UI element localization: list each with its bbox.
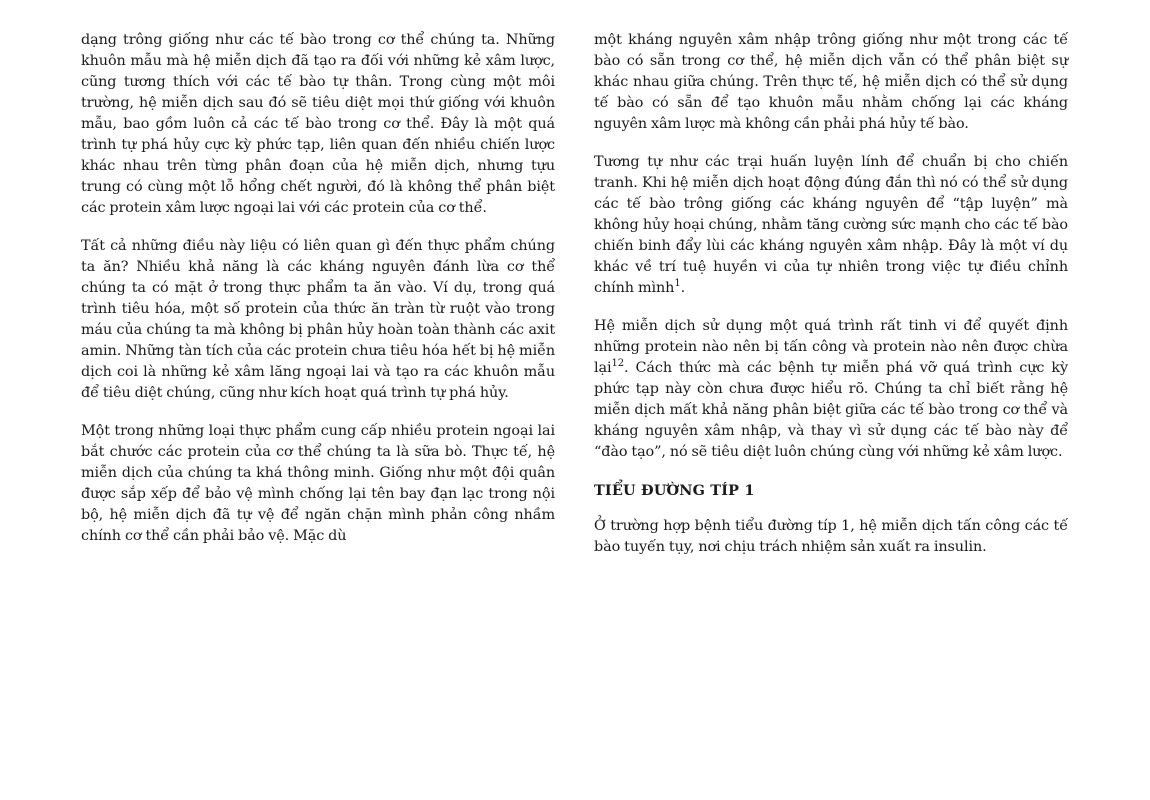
paragraph-text: Hệ miễn dịch sử dụng một quá trình rất tinh vi để quyết định những protein nào nên bị tấn công và protein nào nên được chừa lại	[594, 318, 1068, 376]
paragraph	[594, 152, 1068, 299]
right-column	[594, 30, 1068, 575]
paragraph-text: . Cách thức mà các bệnh tự miễn phá vỡ quá trình cực kỳ phức tạp này còn chưa được hiểu rõ. Chúng ta chỉ biết rằng hệ miễn dịch mất khả năng phân biệt giữa các tế bào trong cơ thể và kháng nguyên xâm nhập, và thay vì sử dụng các tế bào này để “đào tạo”, nó sẽ tiêu diệt luôn chúng cùng với những kẻ xâm lược.	[594, 360, 1068, 460]
footnote-ref[interactable]: 12	[611, 358, 625, 369]
left-column	[81, 30, 555, 564]
paragraph-end: .	[680, 280, 686, 296]
paragraph-text: Tương tự như các trại huấn luyện lính để chuẩn bị cho chiến tranh. Khi hệ miễn dịch hoạt động đúng đắn thì nó có thể sử dụng các tế bào trông giống các kháng nguyên để “tập luyện” mà không hủy hoại chúng, nhằm tăng cường sức mạnh cho các tế bào chiến binh đẩy lùi các kháng nguyên xâm nhập. Đây là một ví dụ khác về trí tuệ huyền vi của tự nhiên trong việc tự điều chỉnh chính mình	[594, 154, 1068, 296]
paragraph	[594, 316, 1068, 463]
section-heading: TIỂU ĐƯỜNG TÍP 1	[594, 482, 755, 499]
paragraph: một kháng nguyên xâm nhập trông giống như một trong các tế bào có sẵn trong cơ thể, hệ miễn dịch vẫn có thể phân biệt sự khác nhau giữa chúng. Trên thực tế, hệ miễn dịch có thể sử dụng tế bào có sẵn để tạo khuôn mẫu nhằm chống lại các kháng nguyên xâm lược mà không cần phải phá hủy tế bào.	[594, 32, 1068, 132]
paragraph: Tất cả những điều này liệu có liên quan gì đến thực phẩm chúng ta ăn? Nhiều khả năng là các kháng nguyên đánh lừa cơ thể chúng ta có mặt ở trong thực phẩm ta ăn vào. Ví dụ, trong quá trình tiêu hóa, một số protein của thức ăn tràn từ ruột vào trong máu của chúng ta mà không bị phân hủy hoàn toàn thành các axit amin. Những tàn tích của các protein chưa tiêu hóa hết bị hệ miễn dịch coi là những kẻ xâm lăng ngoại lai và tạo ra các khuôn mẫu để tiêu diệt chúng, cũng như kích hoạt quá trình tự phá hủy.	[81, 238, 555, 401]
footnote-ref[interactable]: 1	[674, 278, 681, 289]
paragraph: Ở trường hợp bệnh tiểu đường típ 1, hệ miễn dịch tấn công các tế bào tuyến tụy, nơi chịu trách nhiệm sản xuất ra insulin.	[594, 518, 1068, 555]
paragraph: Một trong những loại thực phẩm cung cấp nhiều protein ngoại lai bắt chước các protein của cơ thể chúng ta là sữa bò. Thực tế, hệ miễn dịch của chúng ta khá thông minh. Giống như một đội quân được sắp xếp để bảo vệ mình chống lại tên bay đạn lạc trong nội bộ, hệ miễn dịch đã tự vệ để ngăn chặn mình phản công nhầm chính cơ thể cần phải bảo vệ. Mặc dù	[81, 423, 555, 544]
paragraph: dạng trông giống như các tế bào trong cơ thể chúng ta. Những khuôn mẫu mà hệ miễn dịch đã tạo ra đối với những kẻ xâm lược, cũng tương thích với các tế bào tự thân. Trong cùng một môi trường, hệ miễn dịch sau đó sẽ tiêu diệt mọi thứ giống với khuôn mẫu, bao gồm luôn cả các tế bào trong cơ thể. Đây là một quá trình tự phá hủy cực kỳ phức tạp, liên quan đến nhiều chiến lược khác nhau trên từng phân đoạn của hệ miễn dịch, nhưng tựu trung có cùng một lỗ hổng chết người, đó là không thể phân biệt các protein xâm lược ngoại lai với các protein của cơ thể.	[81, 32, 555, 216]
